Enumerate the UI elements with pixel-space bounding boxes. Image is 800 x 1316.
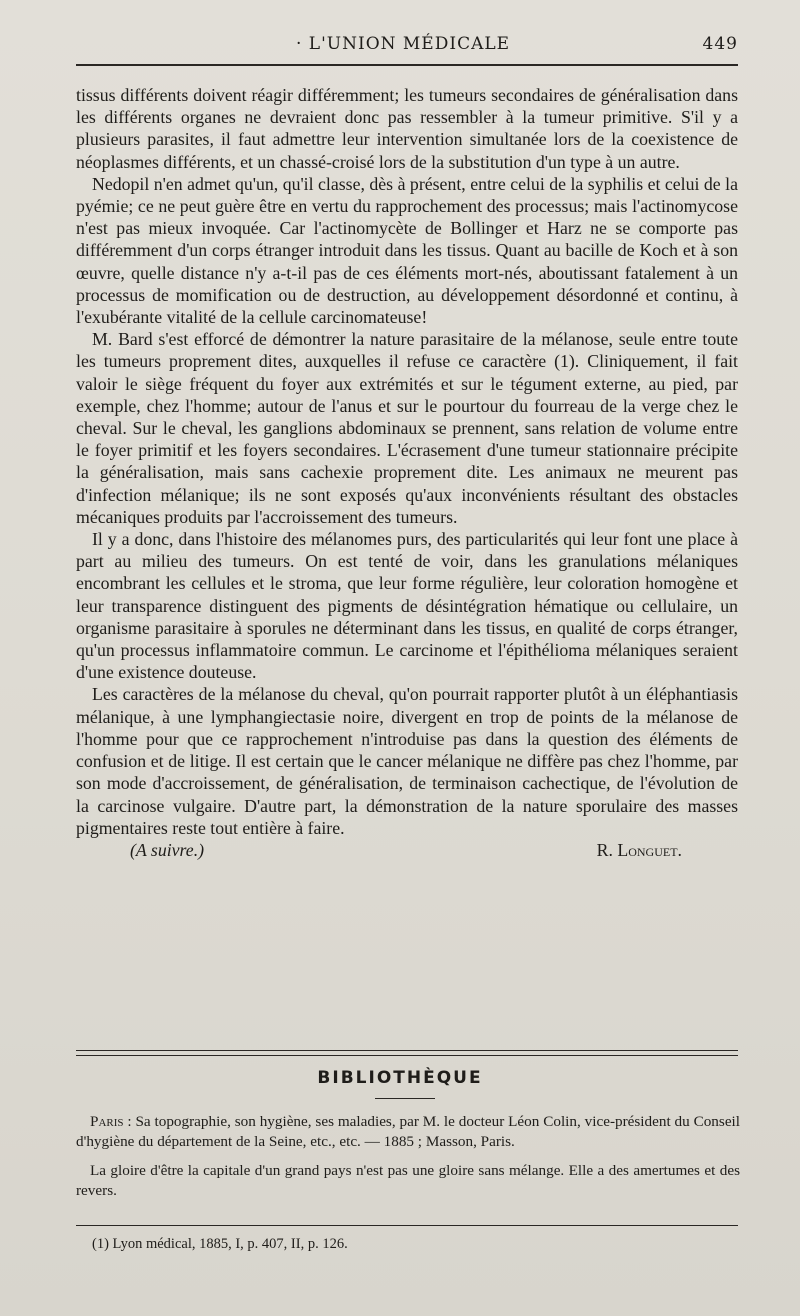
article-author: R. Longuet. bbox=[596, 839, 682, 860]
paragraph: Les caractères de la mélanose du cheval, qu'on pourrait rapporter plutôt à un éléphantiasis mélanique, à une lymphangiectasie noire, divergent en trop de points de la mélanose de l'homme pour que ce rapprochement n'introduise pas dans la question des éléments de confusion et de litige. Il est certain que le cancer mélanique ne diffère pas chez l'homme, par son mode d'accroissement, de généralisation, de terminaison cachectique, de l'évolution de la carcinose vulgaire. D'autre part, la démonstration de la nature sporulaire des masses pigmentaires reste tout entière à faire. bbox=[76, 684, 738, 838]
article-body bbox=[76, 84, 738, 861]
entry-text: : Sa topographie, son hygiène, ses maladies, par M. le docteur Léon Colin, vice-président du Conseil d'hygiène du département de la Seine, etc., etc. — 1885 ; Masson, Paris. bbox=[76, 1113, 740, 1150]
journal-title: · L'UNION MÉDICALE bbox=[296, 34, 511, 54]
paragraph: M. Bard s'est efforcé de démontrer la nature parasitaire de la mélanose, seule entre toute les tumeurs proprement dites, auxquelles il refuse ce caractère (1). Cliniquement, il fait valoir le siège fréquent du foyer aux extrémités et sur le tégument externe, au pied, par exemple, chez l'homme; autour de l'anus et sur le pourtour du fourreau de la verge chez le cheval. Sur le cheval, les ganglions abdominaux se prennent, sans relation de volume entre le foyer primitif et les foyers secondaires. L'écrasement d'une tumeur stationnaire précipite la généralisation, mais sans cachexie proprement dite. Les animaux ne meurent pas d'infection mélanique; ils ne sont exposés qu'aux inconvénients résultant des obstacles mécaniques produits par l'accroissement des tumeurs. bbox=[76, 329, 738, 527]
footnote-rule bbox=[76, 1225, 738, 1226]
paragraph: Il y a donc, dans l'histoire des mélanomes purs, des particularités qui leur font une place à part au milieu des tumeurs. On est tenté de voir, dans les granulations mélaniques encombrant les cellules et le stroma, que leur forme régulière, leur coloration homogène et leur transparence distinguent des pigments de désintégration hématique ou cellulaire, un organisme parasitaire à sporules ne déterminant dans les tissus, en qualité de corps étranger, qu'un processus inflammatoire commun. Le carcinome et l'épithélioma mélaniques seraient d'une existence douteuse. bbox=[76, 529, 738, 683]
running-header bbox=[76, 34, 738, 60]
title-underline bbox=[375, 1098, 435, 1099]
section-divider bbox=[76, 1050, 738, 1056]
entry-city: Paris bbox=[90, 1113, 124, 1130]
paragraph: tissus différents doivent réagir différemment; les tumeurs secondaires de généralisation dans les différents organes ne devraient donc pas ressembler à la tumeur primitive. S'il y a plusieurs parasites, il faut admettre leur intervention simultanée lors de la coexistence de néoplasmes différents, et un chassé-croisé lors de la substitution d'un type à un autre. bbox=[76, 85, 738, 172]
continuation-note: (A suivre.) bbox=[130, 839, 205, 860]
paragraph: Nedopil n'en admet qu'un, qu'il classe, dès à présent, entre celui de la syphilis et celui de la pyémie; ce ne peut guère être en vertu du rapprochement des processus; mais l'actinomycose n'est pas mieux invoquée. Car l'actinomycète de Bollinger et Harz ne se comporte pas différemment d'un corps étranger introduit dans les tissus. Quant au bacille de Koch et à son œuvre, quelle distance n'y a-t-il pas de ces éléments mort-nés, aboutissant fatalement à un processus de momification ou de destruction, au développement désordonné et continu, à l'exubérante vitalité de la cellule carcinomateuse! bbox=[76, 173, 738, 328]
section-title: BIBLIOTHÈQUE bbox=[317, 1068, 483, 1088]
signature-line bbox=[76, 839, 738, 861]
footnote: (1) Lyon médical, 1885, I, p. 407, II, p. 126. bbox=[92, 1236, 348, 1252]
bibliography-entry bbox=[76, 1112, 740, 1151]
page-number: 449 bbox=[702, 34, 738, 54]
review-text: La gloire d'être la capitale d'un grand pays n'est pas une gloire sans mélange. Elle a des amertumes et des revers. bbox=[76, 1162, 740, 1199]
bibliography-section bbox=[76, 1112, 740, 1200]
header-rule bbox=[76, 64, 738, 66]
